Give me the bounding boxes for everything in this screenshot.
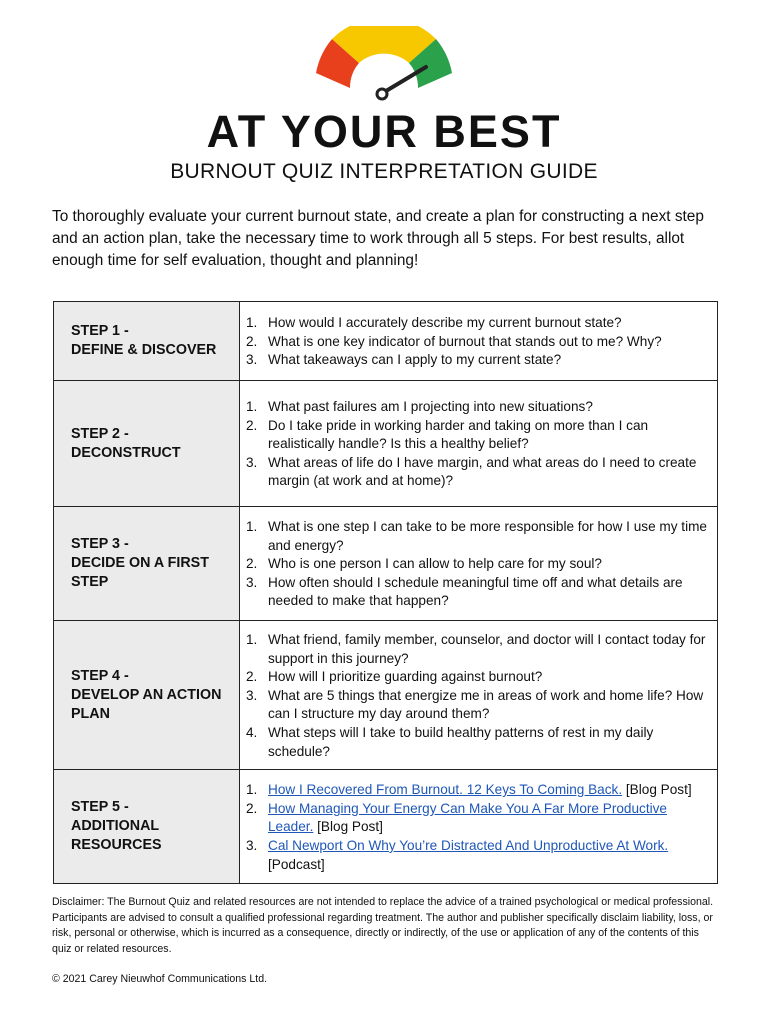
step-row [54, 507, 718, 621]
step-name: DEVELOP AN ACTION PLAN [71, 686, 222, 722]
question-list [240, 314, 709, 370]
resource-list [240, 781, 709, 874]
resource-type: [Blog Post] [625, 782, 692, 798]
questions-cell [240, 381, 718, 507]
question-list [240, 398, 709, 491]
question-item: 2. What is one key indicator of burnout that stands out to me? Why? [246, 333, 662, 349]
step-label-cell [54, 302, 240, 381]
step-number: STEP 4 - [71, 667, 129, 684]
step-row [54, 302, 718, 381]
question-item: 2. Who is one person I can allow to help care for my soul? [246, 556, 602, 572]
step-label-cell [54, 770, 240, 884]
step-name: DECONSTRUCT [71, 444, 181, 461]
page-subtitle: BURNOUT QUIZ INTERPRETATION GUIDE [170, 160, 598, 183]
question-list [240, 518, 709, 611]
step-label-cell [54, 381, 240, 507]
question-item: 1. What is one step I can take to be more responsible for how I use my time and energy? [246, 519, 707, 553]
step-number: STEP 2 - [71, 425, 129, 442]
step-number: STEP 1 - [71, 323, 129, 339]
page-title: AT YOUR BEST [206, 106, 562, 157]
questions-cell [240, 302, 718, 381]
question-item: 1. What past failures am I projecting into new situations? [246, 399, 593, 415]
copyright: © 2021 Carey Nieuwhof Communications Ltd. [52, 973, 268, 985]
burnout-gauge-logo [309, 26, 459, 106]
question-item: 3. What areas of life do I have margin, and what areas do I need to create margin (at work and at home)? [246, 454, 697, 489]
step-row [54, 770, 718, 884]
question-item: 1. How would I accurately describe my current burnout state? [246, 315, 622, 331]
resource-type: [Blog Post] [317, 819, 383, 835]
step-label-cell [54, 621, 240, 770]
disclaimer: Disclaimer: The Burnout Quiz and related resources are not intended to replace the advice of a trained psychological or medical professional. Participants are advised to consult a qualified professional regarding treatment. The author and publisher specifically disclaim liability, loss, or risk, personal or otherwise, which is incurred as a consequence, directly or indirectly, of the use or application of any of the contents of this quiz or related resources. [52, 896, 714, 955]
question-item: 4. What steps will I take to build healthy patterns of rest in my daily schedule? [246, 724, 654, 759]
step-name: DEFINE & DISCOVER [71, 342, 217, 358]
intro-paragraph: To thoroughly evaluate your current burnout state, and create a plan for constructing a next step and an action plan, take the necessary time to work through all 5 steps. For best results, allot enough time for self evaluation, thought and planning! [52, 208, 704, 269]
gauge-pivot [377, 89, 387, 99]
step-number: STEP 3 - [71, 536, 129, 552]
resource-item: 1. How I Recovered From Burnout. 12 Keys To Coming Back. [Blog Post] [246, 782, 692, 798]
questions-cell [240, 507, 718, 621]
step-row [54, 381, 718, 507]
steps-table [53, 301, 718, 884]
resource-item: 2. How Managing Your Energy Can Make You A Far More Productive Leader. [Blog Post] [246, 800, 667, 835]
resource-item: 3. Cal Newport On Why You’re Distracted And Unproductive At Work. [Podcast] [246, 837, 669, 872]
question-item: 3. What are 5 things that energize me in areas of work and home life? How can I structure my day around them? [246, 687, 704, 722]
question-item: 3. How often should I schedule meaningful time off and what details are needed to make that happen? [246, 574, 683, 609]
step-number: STEP 5 - [71, 799, 129, 816]
podcast-link[interactable]: Cal Newport On Why You’re Distracted And Unproductive At Work. [268, 837, 669, 853]
questions-cell [240, 621, 718, 770]
step-name: ADDITIONAL RESOURCES [71, 818, 162, 854]
question-list [240, 631, 709, 761]
step-row [54, 621, 718, 770]
resource-type: [Podcast] [268, 856, 325, 872]
step-label-cell [54, 507, 240, 621]
question-item: 3. What takeaways can I apply to my current state? [246, 352, 562, 368]
blog-post-link[interactable]: How Managing Your Energy Can Make You A Far More Productive Leader. [268, 800, 667, 835]
resources-cell [240, 770, 718, 884]
question-item: 2. How will I prioritize guarding against burnout? [246, 669, 543, 685]
question-item: 2. Do I take pride in working harder and taking on more than I can realistically handle? Is this a healthy belief? [246, 417, 649, 452]
step-name: DECIDE ON A FIRST STEP [71, 555, 209, 590]
question-item: 1. What friend, family member, counselor, and doctor will I contact today for support in this journey? [246, 632, 706, 666]
blog-post-link[interactable]: How I Recovered From Burnout. 12 Keys To Coming Back. [268, 782, 623, 798]
